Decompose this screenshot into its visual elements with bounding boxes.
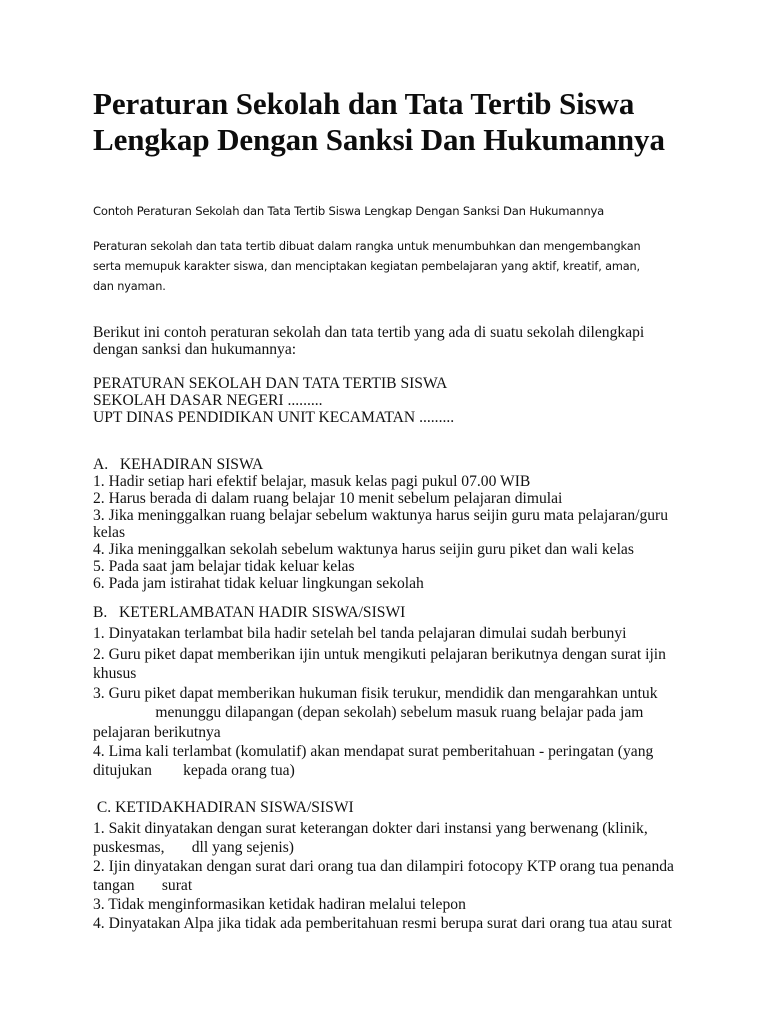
section-c-line: tangan surat [93, 877, 193, 894]
section-c-line: 1. Sakit dinyatakan dengan surat keterangan dokter dari instansi yang berwenang (klinik, [93, 820, 648, 837]
section-a-line: 3. Jika meninggalkan ruang belajar sebelum waktunya harus seijin guru mata pelajaran/guru [93, 507, 669, 524]
section-b-line: ditujukan kepada orang tua) [93, 762, 295, 779]
section-c-heading: C. KETIDAKHADIRAN SISWA/SISWI [93, 799, 354, 816]
header-line-3: UPT DINAS PENDIDIKAN UNIT KECAMATAN ......... [93, 409, 455, 426]
section-b-line: 2. Guru piket dapat memberikan ijin untuk mengikuti pelajaran berikutnya dengan surat ijin [93, 646, 666, 663]
intro-line-2: serta memupuk karakter siswa, dan menciptakan kegiatan pembelajaran yang aktif, kreatif, aman, [93, 260, 640, 273]
section-b-heading: B. KETERLAMBATAN HADIR SISWA/SISWI [93, 604, 406, 621]
section-a-line: 2. Harus berada di dalam ruang belajar 10 menit sebelum pelajaran dimulai [93, 490, 563, 507]
lead-line-1: Berikut ini contoh peraturan sekolah dan tata tertib yang ada di suatu sekolah dilengkapi [93, 324, 645, 341]
section-b-line: menunggu dilapangan (depan sekolah) sebelum masuk ruang belajar pada jam [93, 704, 644, 721]
section-a-line: 5. Pada saat jam belajar tidak keluar kelas [93, 558, 355, 575]
document-title-line-1: Peraturan Sekolah dan Tata Tertib Siswa [93, 86, 635, 121]
section-c-line: 2. Ijin dinyatakan dengan surat dari orang tua dan dilampiri fotocopy KTP orang tua penanda [93, 858, 674, 875]
section-c-line: 3. Tidak menginformasikan ketidak hadiran melalui telepon [93, 896, 466, 913]
section-a-line: 4. Jika meninggalkan sekolah sebelum waktunya harus seijin guru piket dan wali kelas [93, 541, 634, 558]
lead-line-2: dengan sanksi dan hukumannya: [93, 341, 297, 358]
section-b-line: pelajaran berikutnya [93, 724, 221, 741]
document-title-line-2: Lengkap Dengan Sanksi Dan Hukumannya [93, 122, 665, 157]
section-b-line: khusus [93, 665, 137, 682]
document-subtitle: Contoh Peraturan Sekolah dan Tata Tertib Siswa Lengkap Dengan Sanksi Dan Hukumannya [93, 204, 605, 218]
section-b-line: 1. Dinyatakan terlambat bila hadir setelah bel tanda pelajaran dimulai sudah berbunyi [93, 625, 627, 642]
intro-line-1: Peraturan sekolah dan tata tertib dibuat dalam rangka untuk menumbuhkan dan mengembangkan [93, 240, 641, 253]
header-line-2: SEKOLAH DASAR NEGERI ......... [93, 392, 323, 409]
section-c-line: 4. Dinyatakan Alpa jika tidak ada pemberitahuan resmi berupa surat dari orang tua atau surat [93, 915, 672, 932]
section-b-line: 3. Guru piket dapat memberikan hukuman fisik terukur, mendidik dan mengarahkan untuk [93, 685, 658, 702]
section-b-line: 4. Lima kali terlambat (komulatif) akan mendapat surat pemberitahuan - peringatan (yang [93, 743, 654, 760]
section-a-line: kelas [93, 524, 126, 541]
header-line-1: PERATURAN SEKOLAH DAN TATA TERTIB SISWA [93, 375, 448, 392]
intro-line-3: dan nyaman. [93, 280, 166, 293]
section-a-heading: A. KEHADIRAN SISWA [93, 456, 264, 473]
section-a-line: 6. Pada jam istirahat tidak keluar lingkungan sekolah [93, 575, 424, 592]
section-a-line: 1. Hadir setiap hari efektif belajar, masuk kelas pagi pukul 07.00 WIB [93, 473, 531, 490]
section-c-line: puskesmas, dll yang sejenis) [93, 839, 294, 856]
